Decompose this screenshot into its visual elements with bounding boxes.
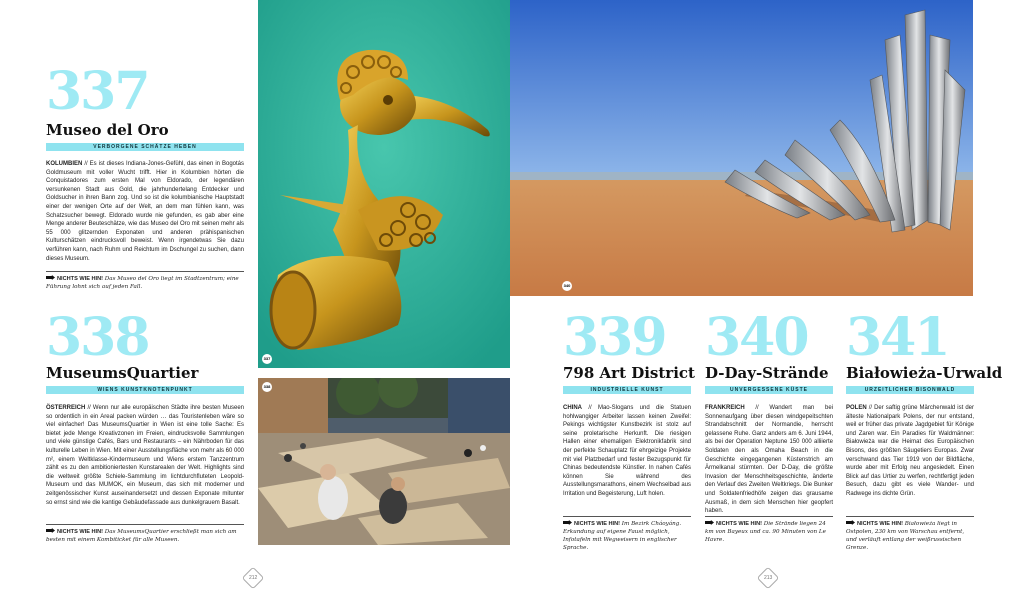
entry-body: [705, 404, 833, 516]
photo-museumsquartier: [258, 378, 510, 545]
entry-body: [46, 404, 244, 507]
note-lead: NICHTS WIE HIN!: [716, 521, 762, 527]
note-text: Im Bezirk Cháoyáng. Erkundung auf eigene Faust möglich, Infotafeln mit Wegweisern in englischer Sprache.: [563, 521, 682, 551]
entry-number: 339: [563, 307, 666, 368]
photo-dday-beach: [510, 0, 973, 296]
entry-title: Białowieża-Urwald: [846, 364, 1003, 382]
entry-tag: VERBORGENE SCHÄTZE HEBEN: [46, 143, 244, 151]
entry-body: [846, 404, 974, 499]
entry-country: CHINA: [563, 405, 582, 411]
note-lead: NICHTS WIE HIN!: [57, 529, 103, 535]
note-lead: NICHTS WIE HIN!: [57, 276, 103, 282]
photo-gold-artifact: [258, 0, 510, 368]
entry-note: [563, 516, 691, 552]
page-number: 212: [242, 567, 265, 590]
entry-note: [46, 524, 244, 544]
entry-body: [46, 160, 244, 263]
beach-illustration: [510, 0, 973, 296]
right-page: [510, 0, 1020, 598]
entry-text: // Mao-Slogans und die Statuen hohlwangiger Arbeiter lassen keinen Zweifel: Pekings wichtigster Kunstbezirk ist stolz auf seine proletarische Herkunft. Die riesigen Hallen einer ehemaligen Elektronikfabrik sind der perfekte Schauplatz für ehrgeizige Projekte mit viel Platzbedarf und fester Bezugspunkt für Chinas bedeutendste Künstler. In nahen Cafés können Sie während des Ausstellungsmarathons, einem Wechselbad aus Irritation und Begeisterung, Luft holen.: [563, 405, 691, 497]
entry-number: 338: [46, 307, 149, 368]
photo-badge: 337: [262, 354, 272, 364]
entry-tag: WIENS KUNSTKNOTENPUNKT: [46, 386, 244, 394]
note-text: Das MuseumsQuartier erschließt man sich am besten mit einem Kombiticket für alle Museen.: [46, 529, 237, 543]
entry-title: Museo del Oro: [46, 121, 169, 139]
entry-body: [563, 404, 691, 499]
entry-number: 340: [705, 307, 808, 368]
entry-text: // Der saftig grüne Märchenwald ist der älteste Nationalpark Polens, der nur entstand, weil er früher das private Jagdgebiet für Könige und Zaren war. Ein Paradies für Waldmänner: Białowieża war die Heimat des Europäischen Bisons, des größten Säugetiers Europas. Zwar verschwand das Tier 1919 von der Bildfläche, wurde aber mit Erfolg neu angesiedelt. Einen Blick auf das Urtier zu werfen, rechtfertigt jeden Besuch, dazu gibt es viele Wander- und Radwege ins dichte Grün.: [846, 405, 974, 497]
arrow-icon: [705, 520, 714, 525]
arrow-icon: [846, 520, 855, 525]
entry-country: ÖSTERREICH: [46, 405, 86, 411]
entry-note: [705, 516, 833, 544]
entry-text: // Wandert man bei Sonnenaufgang über diesen windgepeitschten Strandabschnitt der Normandie, herrscht gelassene Ruhe. Ganz anders am 6. Juni 1944, als bei der Operation Neptune 150 000 alliierte Soldaten den als Omaha Beach in die Geschichte eingegangenen Küstenstrich am Ärmelkanal stürmten. Der D-Day, die größte Invasion der Menschheitsgeschichte, änderte den Verlauf des Zweiten Weltkriegs. Die Bunker und Soldatenfriedhöfe zeigen das grausame Ausmaß, in dem sich Menschen hier geopfert haben.: [705, 405, 833, 515]
entry-country: FRANKREICH: [705, 405, 745, 411]
entry-note: [46, 271, 244, 291]
entry-tag: UNVERGESSENE KÜSTE: [705, 386, 833, 394]
gold-artifact-illustration: [258, 0, 510, 368]
entry-tag: URZEITLICHER BISONWALD: [846, 386, 974, 394]
page-number: 213: [757, 567, 780, 590]
note-lead: NICHTS WIE HIN!: [574, 521, 620, 527]
entry-title: 798 Art District: [563, 364, 695, 382]
entry-tag: INDUSTRIELLE KUNST: [563, 386, 691, 394]
photo-badge: 340: [562, 281, 572, 291]
note-lead: NICHTS WIE HIN!: [857, 521, 903, 527]
arrow-icon: [46, 528, 55, 533]
photo-badge: 338: [262, 382, 272, 392]
entry-country: POLEN: [846, 405, 867, 411]
entry-text: // Wenn nur alle europäischen Städte ihre besten Museen so ordentlich in ein Areal packen würden … das Touristenleben wäre so viel einfacher! Das MuseumsQuartier in Wien ist eine tolle Sache: Es bietet jede Menge Kreativzonen im Freien, eindrucksvolle Sammlungen und viele günstige Cafés, Bars und Restaurants – ein Nährboden für das kulturelle Leben in Wien. Mit einer Ausstellungsfläche von mehr als 60 000 m², einem Weltklasse-Kindermuseum und Wiens erstem Tanzzentrum zählt es zu den ambitioniertesten Kunstarealen der Welt. Highlights sind die weltweit größte Schiele-Sammlung im lichtdurchfluteten Leopold-Museum und das MUMOK, ein Museum, das sich mit moderner und zeitgenössischer Kunst auseinandersetzt und dessen Exponate mitunter so ernst sind wie die kantige Gebäudefassade aus dunkelgrauem Basalt.: [46, 405, 244, 506]
entry-text: // Es ist dieses Indiana-Jones-Gefühl, das einen in Bogotás Goldmuseum mit voller Wucht trifft. Hier in Kolumbien hörten die Conquistadores zum ersten Mal von Eldorado, der legendären versunkenen Stadt aus Gold, die jahrhundertelang Entdecker und Goldsucher in ihren Bann zog. Und so ist die kolumbianische Hauptstadt einer der wenigen Orte auf der Welt, an dem man fühlen kann, was Schatzsucher bewegt. Eldorado wurde nie gefunden, es gab aber eine Menge anderer Beuteschätze, wie das Museo del Oro mit seinen mehr als 55 000 glitzernden Exponaten und anderen prähispanischen Kulturschätzen eindrucksvoll beweist. Wenn irgendetwas Sie dazu verführen kann, nach Ruhm und Reichtum im Dschungel zu suchen, dann dieses Museum.: [46, 161, 244, 262]
museumsquartier-illustration: [258, 378, 510, 545]
entry-number: 341: [846, 307, 949, 368]
arrow-icon: [46, 275, 55, 280]
note-text: Białowieża liegt in Ostpolen, 230 km von Warschau entfernt, und verläuft entlang der weißrussischen Grenze.: [846, 521, 965, 551]
entry-title: MuseumsQuartier: [46, 364, 199, 382]
entry-country: KOLUMBIEN: [46, 161, 83, 167]
note-text: Die Strände liegen 24 km von Bayeux und ca. 90 Minuten von Le Havre.: [705, 521, 826, 543]
entry-note: [846, 516, 974, 552]
entry-title: D-Day-Strände: [705, 364, 829, 382]
entry-number: 337: [46, 61, 149, 122]
arrow-icon: [563, 520, 572, 525]
note-text: Das Museo del Oro liegt im Stadtzentrum; eine Führung lohnt sich auf jeden Fall.: [46, 276, 239, 290]
